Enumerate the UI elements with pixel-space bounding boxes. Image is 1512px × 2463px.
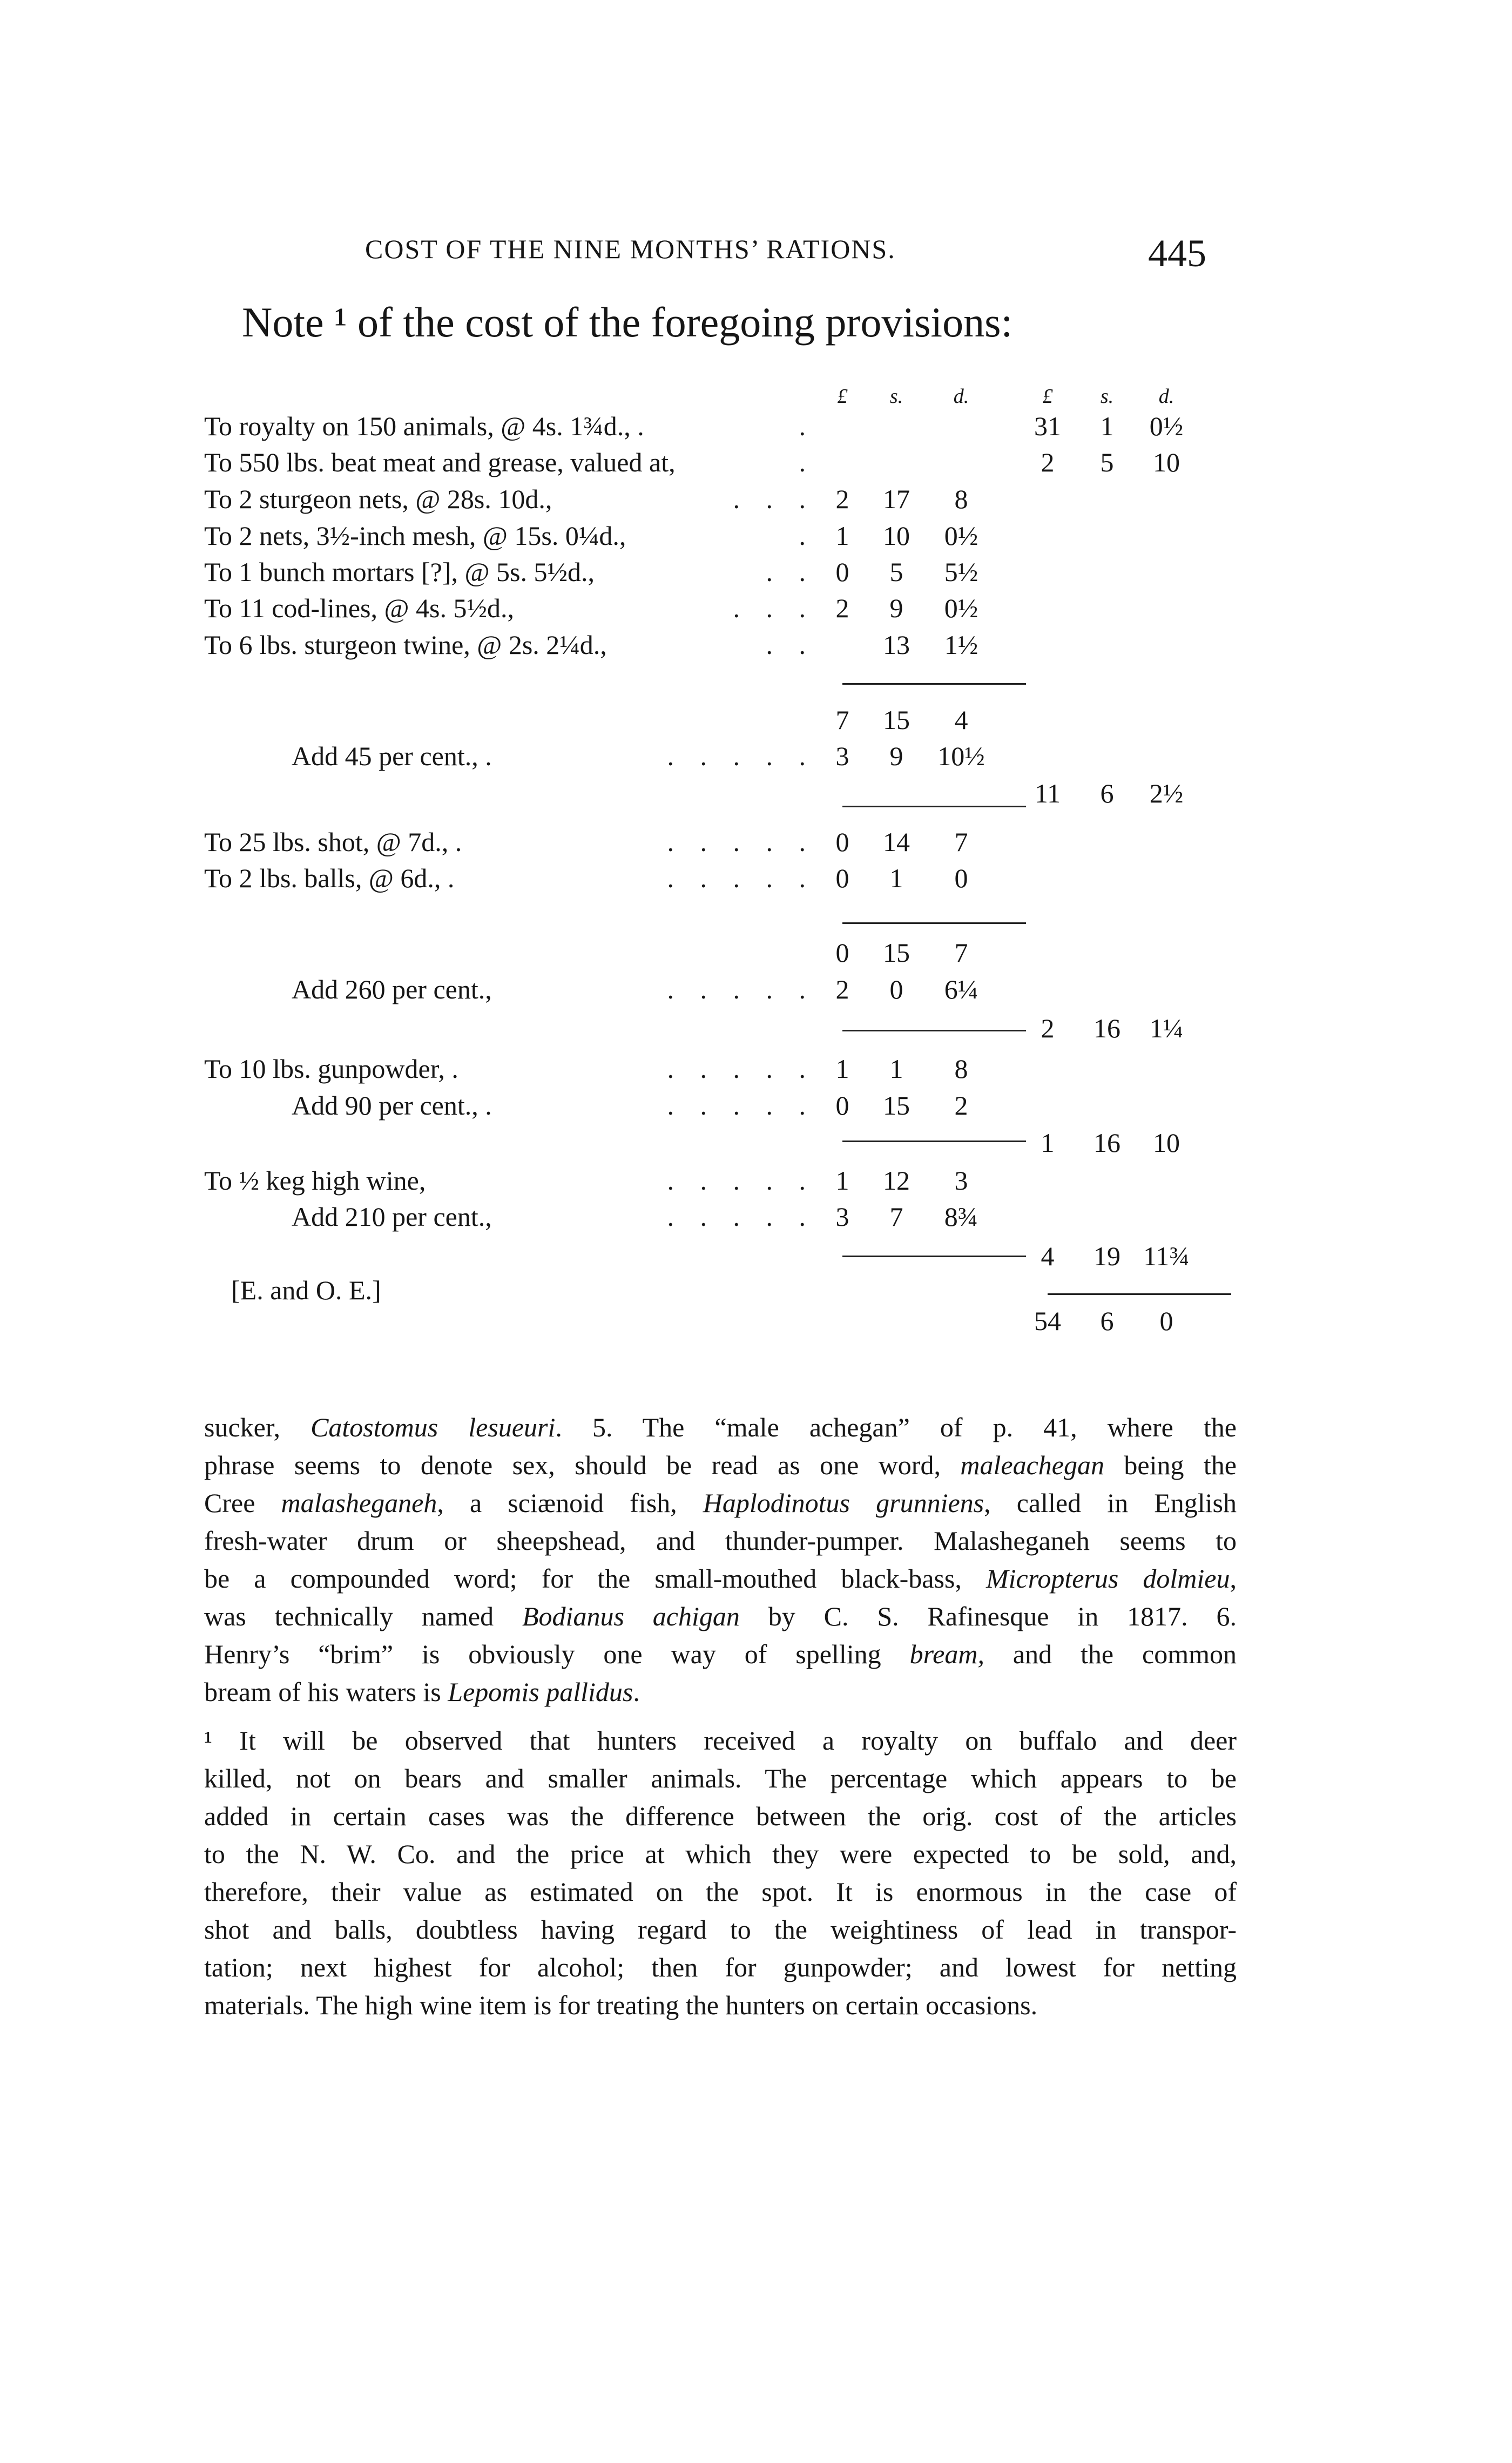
cell-value: 5 — [889, 557, 903, 587]
cell-value: 16 — [1094, 1128, 1120, 1158]
leader-dots: . . . . . — [667, 1090, 815, 1121]
cell-value: 15 — [883, 705, 910, 735]
cell-value: 0 — [835, 557, 849, 587]
row-label: To ½ keg high wine, — [204, 1165, 426, 1196]
text-line: killed, not on bears and smaller animals. The percentage which appears to be — [204, 1763, 1237, 1793]
cell-value: 8¾ — [944, 1202, 978, 1232]
cell-value: 14 — [883, 827, 910, 857]
paragraph-1 — [204, 1408, 1237, 1711]
cell-value: 0 — [1159, 1306, 1173, 1336]
leader-dots: . . — [766, 630, 815, 660]
text-line: ¹ It will be observed that hunters received a royalty on buffalo and deer — [204, 1725, 1237, 1756]
cell-value: 6¼ — [944, 974, 978, 1004]
text-line: shot and balls, doubtless having regard to the weightiness of lead in transpor- — [204, 1914, 1237, 1945]
cell-value: 2½ — [1149, 778, 1184, 808]
cell-value: 1 — [835, 1165, 849, 1196]
cell-value: 9 — [889, 741, 903, 771]
cell-value: 2 — [1041, 447, 1055, 477]
total-rule — [842, 1256, 1026, 1257]
cell-value: 2 — [835, 974, 849, 1004]
cell-value: 6 — [1100, 1306, 1114, 1336]
cell-value: 0 — [835, 937, 849, 968]
cell-value: 7 — [954, 937, 968, 968]
row-label: To 550 lbs. beat meat and grease, valued at, — [204, 447, 676, 477]
row-label: To 2 lbs. balls, @ 6d., . — [204, 863, 455, 893]
leader-dots: . . . . . — [667, 1054, 815, 1084]
cell-value: 1 — [889, 863, 903, 893]
cell-value: 12 — [883, 1165, 910, 1196]
running-title: COST OF THE NINE MONTHS’ RATIONS. — [365, 234, 896, 264]
leader-dots: . . . . . — [667, 863, 815, 893]
leader-dots: . — [799, 521, 815, 551]
column-header: £ — [837, 385, 848, 408]
row-label: Add 260 per cent., — [292, 974, 492, 1004]
leader-dots: . . . . . — [667, 1165, 815, 1196]
cell-value: 0 — [835, 863, 849, 893]
leader-dots: . . . — [733, 484, 815, 514]
row-label: To 10 lbs. gunpowder, . — [204, 1054, 458, 1084]
total-rule — [842, 683, 1026, 685]
leader-dots: . . . . . — [667, 827, 815, 857]
leader-dots: . . — [766, 557, 815, 587]
cell-value: 16 — [1094, 1013, 1120, 1043]
page-number: 445 — [1148, 232, 1206, 275]
cell-value: 1 — [1100, 411, 1114, 441]
cell-value: 15 — [883, 937, 910, 968]
cell-value: 1 — [1041, 1128, 1055, 1158]
row-label: Add 90 per cent., . — [292, 1090, 492, 1121]
cell-value: 0½ — [1149, 411, 1184, 441]
row-label: To 2 sturgeon nets, @ 28s. 10d., — [204, 484, 552, 514]
cell-value: 0½ — [944, 593, 978, 623]
text-line: Cree malasheganeh, a sciænoid fish, Haplodinotus grunniens, called in English — [204, 1488, 1237, 1518]
row-label: To 2 nets, 3½-inch mesh, @ 15s. 0¼d., — [204, 521, 626, 551]
leader-dots: . . . . . — [667, 1202, 815, 1232]
cell-value: 9 — [889, 593, 903, 623]
text-line: therefore, their value as estimated on the spot. It is enormous in the case of — [204, 1877, 1237, 1907]
text-line: bream of his waters is Lepomis pallidus. — [204, 1677, 640, 1707]
table-title: Note ¹ of the cost of the foregoing provisions: — [242, 299, 1013, 346]
cell-value: 54 — [1034, 1306, 1061, 1336]
text-line: sucker, Catostomus lesueuri. 5. The “male achegan” of p. 41, where the — [204, 1412, 1237, 1442]
cell-value: 1½ — [944, 630, 978, 660]
cell-value: 0½ — [944, 521, 978, 551]
leader-dots: . — [799, 411, 815, 441]
cell-value: 11 — [1034, 778, 1061, 808]
text-line: materials. The high wine item is for treating the hunters on certain occasions. — [204, 1990, 1038, 2020]
cell-value: 0 — [835, 827, 849, 857]
cell-value: 19 — [1094, 1241, 1120, 1271]
leader-dots: . . . . . — [667, 974, 815, 1004]
total-rule — [842, 1141, 1026, 1142]
column-header: s. — [889, 385, 903, 408]
total-rule — [1048, 1293, 1231, 1295]
text-line: phrase seems to denote sex, should be read as one word, maleachegan being the — [204, 1450, 1237, 1480]
total-rule — [842, 922, 1026, 924]
column-header: £ — [1042, 385, 1053, 408]
total-rule — [842, 806, 1026, 807]
cell-value: 1¼ — [1149, 1013, 1184, 1043]
paragraph-2 — [204, 1722, 1237, 2024]
cell-value: 3 — [835, 741, 849, 771]
leader-dots: . . . . . — [667, 741, 815, 771]
text-line: to the N. W. Co. and the price at which they were expected to be sold, and, — [204, 1839, 1237, 1869]
cell-value: 8 — [954, 1054, 968, 1084]
row-label: To 1 bunch mortars [?], @ 5s. 5½d., — [204, 557, 595, 587]
cell-value: 2 — [1041, 1013, 1055, 1043]
cell-value: 0 — [889, 974, 903, 1004]
cell-value: 3 — [954, 1165, 968, 1196]
cell-value: 2 — [835, 484, 849, 514]
cell-value: 0 — [835, 1090, 849, 1121]
row-label: To 11 cod-lines, @ 4s. 5½d., — [204, 593, 514, 623]
cell-value: 5½ — [944, 557, 978, 587]
cell-value: 3 — [835, 1202, 849, 1232]
text-line: tation; next highest for alcohol; then for gunpowder; and lowest for netting — [204, 1952, 1237, 1982]
row-label: To royalty on 150 animals, @ 4s. 1¾d., . — [204, 411, 644, 441]
cell-value: 11¾ — [1143, 1241, 1190, 1271]
row-label: To 25 lbs. shot, @ 7d., . — [204, 827, 462, 857]
cell-value: 5 — [1100, 447, 1114, 477]
column-header: d. — [953, 385, 969, 408]
cell-value: 15 — [883, 1090, 910, 1121]
leader-dots: . — [799, 447, 815, 477]
row-label: To 6 lbs. sturgeon twine, @ 2s. 2¼d., — [204, 630, 607, 660]
cell-value: 4 — [1041, 1241, 1055, 1271]
row-label: Add 45 per cent., . — [292, 741, 492, 771]
cell-value: 0 — [954, 863, 968, 893]
column-header: s. — [1100, 385, 1114, 408]
text-line: be a compounded word; for the small-mouthed black-bass, Micropterus dolmieu, — [204, 1563, 1237, 1594]
cell-value: 17 — [883, 484, 910, 514]
leader-dots: . . . — [733, 593, 815, 623]
cell-value: 1 — [835, 521, 849, 551]
cell-value: 6 — [1100, 778, 1114, 808]
cell-value: 31 — [1034, 411, 1061, 441]
cell-value: 7 — [835, 705, 849, 735]
cell-value: 7 — [954, 827, 968, 857]
text-line: was technically named Bodianus achigan by C. S. Rafinesque in 1817. 6. — [204, 1601, 1237, 1631]
cell-value: 1 — [889, 1054, 903, 1084]
text-line: fresh-water drum or sheepshead, and thunder-pumper. Malasheganeh seems to — [204, 1526, 1237, 1556]
row-label: Add 210 per cent., — [292, 1202, 492, 1232]
cell-value: 10 — [1153, 447, 1180, 477]
row-label: [E. and O. E.] — [231, 1275, 381, 1305]
cell-value: 1 — [835, 1054, 849, 1084]
text-line: Henry’s “brim” is obviously one way of spelling bream, and the common — [204, 1639, 1237, 1669]
text-line: added in certain cases was the difference between the orig. cost of the articles — [204, 1801, 1237, 1831]
cell-value: 8 — [954, 484, 968, 514]
cell-value: 13 — [883, 630, 910, 660]
column-header: d. — [1158, 385, 1174, 408]
cell-value: 10 — [883, 521, 910, 551]
cell-value: 7 — [889, 1202, 903, 1232]
cell-value: 4 — [954, 705, 968, 735]
cell-value: 2 — [835, 593, 849, 623]
cell-value: 10 — [1153, 1128, 1180, 1158]
cell-value: 2 — [954, 1090, 968, 1121]
total-rule — [842, 1030, 1026, 1031]
cell-value: 10½ — [937, 741, 985, 771]
